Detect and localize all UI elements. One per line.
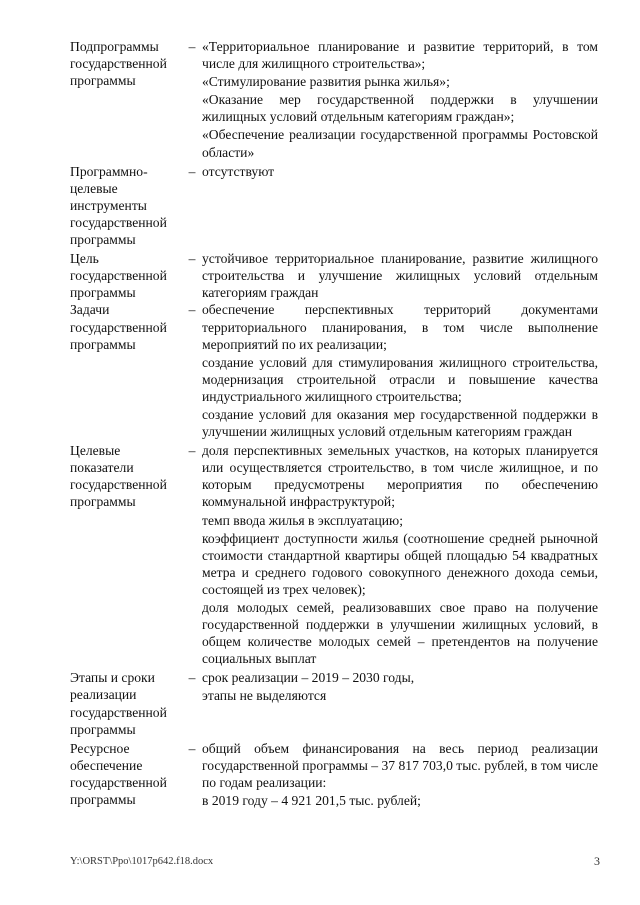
row-content [202,301,598,440]
row-dash: – [188,39,196,54]
table-row [70,738,598,809]
row-label: Этапы и сроки реализации государственной программы [70,670,167,737]
row-label: Целевые показатели государственной программы [70,443,167,510]
row-content [202,440,598,667]
row-label: Цель государственной программы [70,251,167,301]
row-content [202,248,598,301]
content-paragraph: общий объем финансирования на весь период реализации государственной программы – 37 817 703,0 тыс. рублей, в том числе по годам реализации: [202,740,598,790]
content-paragraph: темп ввода жилья в эксплуатацию; [202,512,403,528]
content-paragraph: создание условий для стимулирования жилищного строительства, модернизация строительной отрасли и повышение качества индустриального жилищного строительства; [202,354,598,404]
row-content [202,667,598,737]
content-paragraph: создание условий для оказания мер государственной поддержки в улучшении жилищных условий отдельным категориям граждан [202,406,598,440]
content-paragraph: срок реализации – 2019 – 2030 годы, [202,670,415,686]
row-dash: – [188,740,196,756]
footer-file-path: Y:\ORST\Ppo\1017p642.f18.docx [70,856,214,867]
content-paragraph: в 2019 году – 4 921 201,5 тыс. рублей; [202,793,421,809]
row-content [202,738,598,809]
content-paragraph: отсутствуют [202,163,275,179]
table-row [70,667,598,737]
table-row [70,38,598,161]
row-dash: – [188,302,196,318]
table-row [70,161,598,248]
content-paragraph: коэффициент доступности жилья (соотношение средней рыночной стоимости стандартной квартиры общей площадью 54 квадратных метра и среднего годового совокупного денежного дохода семьи, состоящей из трех человек); [202,530,598,597]
content-paragraph: «Территориальное планирование и развитие территорий, в том числе для жилищного строительства»; [202,39,598,72]
row-label: Задачи государственной программы [70,302,167,352]
row-label: Подпрограммы государственной программы [70,39,167,89]
row-content [202,38,598,161]
row-dash: – [188,443,196,459]
content-paragraph: этапы не выделяются [202,688,327,704]
table-row [70,301,598,440]
row-dash: – [188,163,196,179]
row-label: Ресурсное обеспечение государственной программы [70,740,167,808]
program-passport-table [70,38,598,809]
row-dash: – [188,251,196,267]
page-number: 3 [594,854,600,868]
table-row [70,248,598,301]
row-dash: – [188,670,196,686]
content-paragraph: доля молодых семей, реализовавших свое право на получение государственной поддержки в улучшении жилищных условий, в общем количестве молодых семей – претендентов на получение социальных выплат [202,600,598,667]
content-paragraph: доля перспективных земельных участков, на которых планируется или осуществляется строительство, в том числе жилищное, и по которым предусмотрены мероприятия по обеспечению коммунальной инфраструктурой; [202,443,598,510]
row-label: Программно-целевые инструменты государственной программы [70,163,167,248]
content-paragraph: устойчивое территориальное планирование, развитие жилищного строительства и улучшение жилищных условий отдельным категориям граждан [202,251,598,301]
table-row [70,440,598,667]
content-paragraph: «Оказание мер государственной поддержки в улучшении жилищных условий отдельным категориям граждан»; [202,92,598,125]
row-content [202,161,598,248]
content-paragraph: «Стимулирование развития рынка жилья»; [202,74,450,90]
content-paragraph: обеспечение перспективных территорий документами территориального планирования, в том числе выполнение мероприятий по их реализации; [202,302,598,352]
content-paragraph: «Обеспечение реализации государственной программы Ростовской области» [202,127,598,160]
